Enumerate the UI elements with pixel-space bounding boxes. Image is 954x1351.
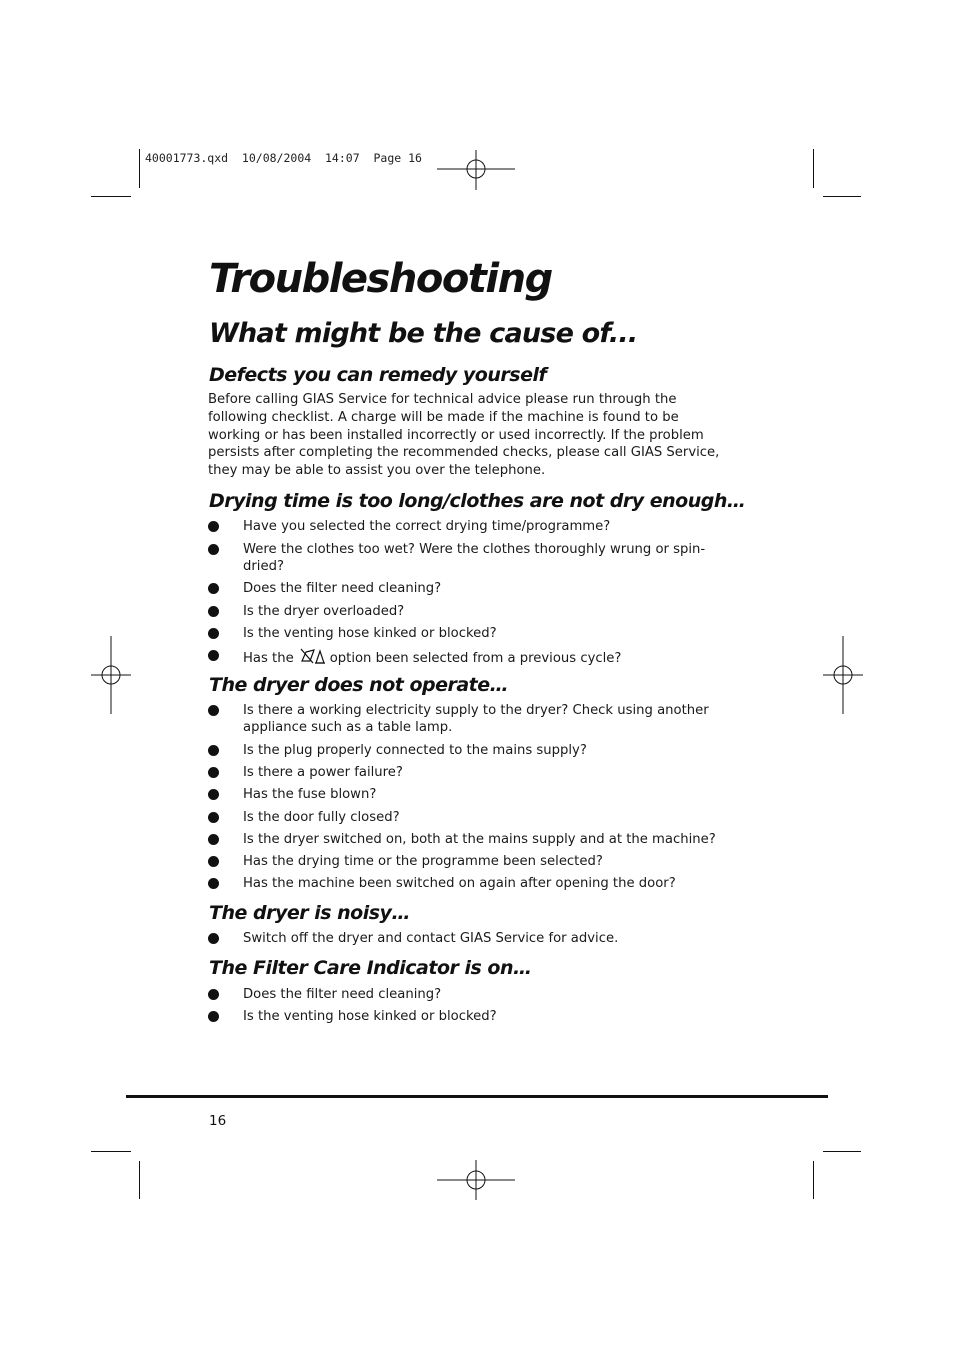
- crop-mark: [91, 196, 131, 197]
- list-item-text: Is the door fully closed?: [243, 810, 400, 825]
- section-heading-drying: Drying time is too long/clothes are not dry enough…: [209, 490, 746, 512]
- bullet-icon: [208, 583, 219, 594]
- crop-mark: [139, 149, 140, 188]
- list-item-text: Switch off the dryer and contact GIAS Service for advice.: [243, 931, 619, 946]
- section-heading-not-operate: The dryer does not operate…: [209, 674, 509, 696]
- list-item-text-before: Has the: [243, 651, 294, 666]
- bullet-icon: [208, 933, 219, 944]
- crop-mark: [813, 1161, 814, 1199]
- crop-mark: [139, 1161, 140, 1199]
- list-item-text: Is there a power failure?: [243, 765, 403, 780]
- bullet-icon: [208, 606, 219, 617]
- section-heading-defects: Defects you can remedy yourself: [209, 364, 547, 386]
- registration-mark-icon: [437, 1160, 515, 1200]
- list-item-text: Has the drying time or the programme been selected?: [243, 854, 603, 869]
- list-item-text: Is there a working electricity supply to the dryer? Check using another appliance such as a table lamp.: [243, 703, 709, 736]
- list-item-text: Were the clothes too wet? Were the clothes thoroughly wrung or spin-dried?: [243, 542, 706, 575]
- list-item-text: Is the dryer switched on, both at the mains supply and at the machine?: [243, 832, 716, 847]
- bullet-icon: [208, 989, 219, 1000]
- list-item-text: Is the plug properly connected to the mains supply?: [243, 743, 587, 758]
- bullet-icon: [208, 544, 219, 555]
- print-slug: 40001773.qxd 10/08/2004 14:07 Page 16: [145, 151, 422, 165]
- bullet-icon: [208, 650, 219, 661]
- bullet-icon: [208, 628, 219, 639]
- section-heading-noisy: The dryer is noisy…: [209, 902, 410, 924]
- page-title: Troubleshooting: [209, 256, 552, 302]
- bullet-icon: [208, 1011, 219, 1022]
- list-item-text: Does the filter need cleaning?: [243, 987, 442, 1002]
- registration-mark-icon: [437, 150, 515, 190]
- list-item-text: Is the dryer overloaded?: [243, 604, 405, 619]
- page-subtitle: What might be the cause of...: [209, 318, 638, 349]
- crop-mark: [91, 1151, 131, 1152]
- intro-paragraph: Before calling GIAS Service for technical advice please run through the following checklist. A charge will be made if the machine is found to be working or has been installed incorrectly or used incorrectly. If the problem persists after completing the recommended checks, please call GIAS Service, they may be able to assist you over the telephone.: [208, 392, 720, 479]
- page-number: 16: [209, 1113, 227, 1129]
- bullet-icon: [208, 767, 219, 778]
- section-heading-filter: The Filter Care Indicator is on…: [209, 957, 532, 979]
- footer-rule: [126, 1095, 828, 1098]
- bullet-icon: [208, 812, 219, 823]
- list-item-text: Has the fuse blown?: [243, 787, 377, 802]
- crop-mark: [823, 196, 861, 197]
- crop-mark: [823, 1151, 861, 1152]
- bullet-icon: [208, 705, 219, 716]
- bullet-icon: [208, 789, 219, 800]
- list-item-text-after: option been selected from a previous cycle?: [329, 651, 622, 666]
- list-item-text: Is the venting hose kinked or blocked?: [243, 1009, 497, 1024]
- list-item-text: Is the venting hose kinked or blocked?: [243, 626, 497, 641]
- no-iron-icon: [298, 647, 326, 665]
- list-item-text: Have you selected the correct drying time/programme?: [243, 519, 611, 534]
- crop-mark: [813, 149, 814, 188]
- registration-mark-icon: [823, 636, 863, 714]
- list-item-text: Does the filter need cleaning?: [243, 581, 442, 596]
- bullet-icon: [208, 521, 219, 532]
- bullet-icon: [208, 745, 219, 756]
- bullet-icon: [208, 878, 219, 889]
- list-item-text: Has the machine been switched on again after opening the door?: [243, 876, 676, 891]
- list-item-text: [243, 647, 728, 667]
- bullet-icon: [208, 856, 219, 867]
- registration-mark-icon: [91, 636, 131, 714]
- bullet-icon: [208, 834, 219, 845]
